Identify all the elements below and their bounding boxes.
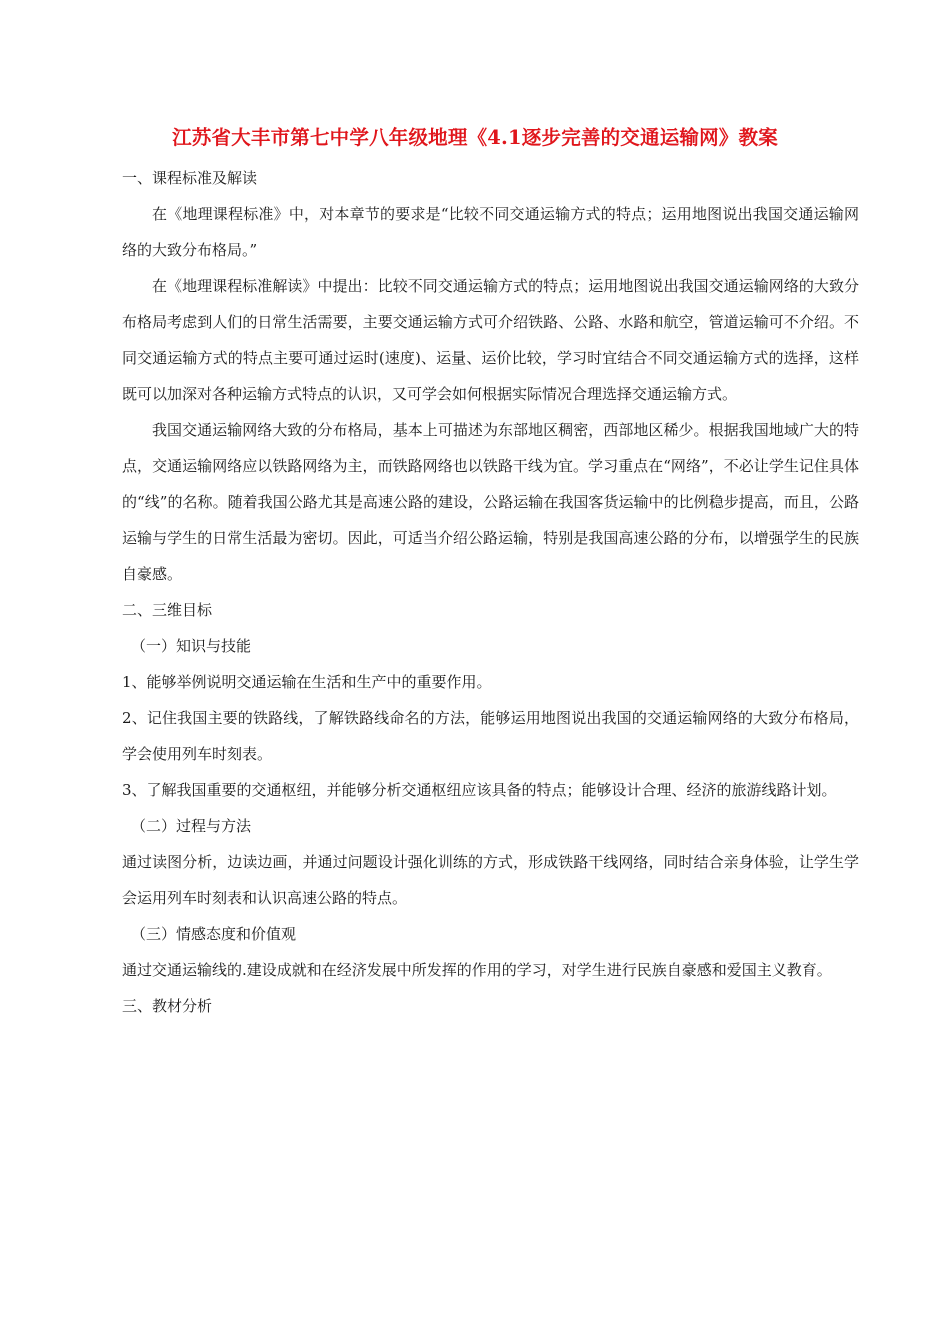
objective-item-2: 2、记住我国主要的铁路线，了解铁路线命名的方法，能够运用地图说出我国的交通运输网络的大致分布格局，学会使用列车时刻表。 <box>122 709 859 763</box>
paragraph-standard-interpretation: 在《地理课程标准解读》中提出：比较不同交通运输方式的特点；运用地图说出我国交通运输网络的大致分布格局考虑到人们的日常生活需要，主要交通运输方式可介绍铁路、公路、水路和航空，管道运输可不介绍。不同交通运输方式的特点主要可通过运时(速度)、运量、运价比较，学习时宜结合不同交通运输方式的选择，这样既可以加深对各种运输方式特点的认识，又可学会如何根据实际情况合理选择交通运输方式。 <box>122 277 859 403</box>
objective-item-3: 3、了解我国重要的交通枢纽，并能够分析交通枢纽应该具备的特点；能够设计合理、经济的旅游线路计划。 <box>122 781 837 799</box>
paragraph-process-method: 通过读图分析，边读边画，并通过问题设计强化训练的方式，形成铁路干线网络，同时结合亲身体验，让学生学会运用列车时刻表和认识高速公路的特点。 <box>122 853 859 907</box>
subsection-heading-process: （二）过程与方法 <box>131 817 252 835</box>
document-body <box>122 160 859 1024</box>
paragraph-network-layout: 我国交通运输网络大致的分布格局，基本上可描述为东部地区稠密，西部地区稀少。根据我国地域广大的特点，交通运输网络应以铁路网络为主，而铁路网络也以铁路干线为宜。学习重点在“网络”，不必让学生记住具体的“线”的名称。随着我国公路尤其是高速公路的建设，公路运输在我国客货运输中的比例稳步提高，而且，公路运输与学生的日常生活最为密切。因此，可适当介绍公路运输，特别是我国高速公路的分布，以增强学生的民族自豪感。 <box>122 421 859 583</box>
paragraph-curriculum-standard: 在《地理课程标准》中，对本章节的要求是“比较不同交通运输方式的特点；运用地图说出我国交通运输网络的大致分布格局。” <box>122 205 859 259</box>
objective-item-1: 1、能够举例说明交通运输在生活和生产中的重要作用。 <box>122 673 492 691</box>
section-heading-3: 三、教材分析 <box>122 997 213 1015</box>
subsection-heading-values: （三）情感态度和价值观 <box>131 925 297 943</box>
section-heading-1: 一、课程标准及解读 <box>122 169 258 187</box>
subsection-heading-knowledge: （一）知识与技能 <box>131 637 252 655</box>
paragraph-values: 通过交通运输线的.建设成就和在经济发展中所发挥的作用的学习，对学生进行民族自豪感和爱国主义教育。 <box>122 961 832 979</box>
section-heading-2: 二、三维目标 <box>122 601 213 619</box>
document-title: 江苏省大丰市第七中学八年级地理《4.1逐步完善的交通运输网》教案 <box>172 126 778 149</box>
